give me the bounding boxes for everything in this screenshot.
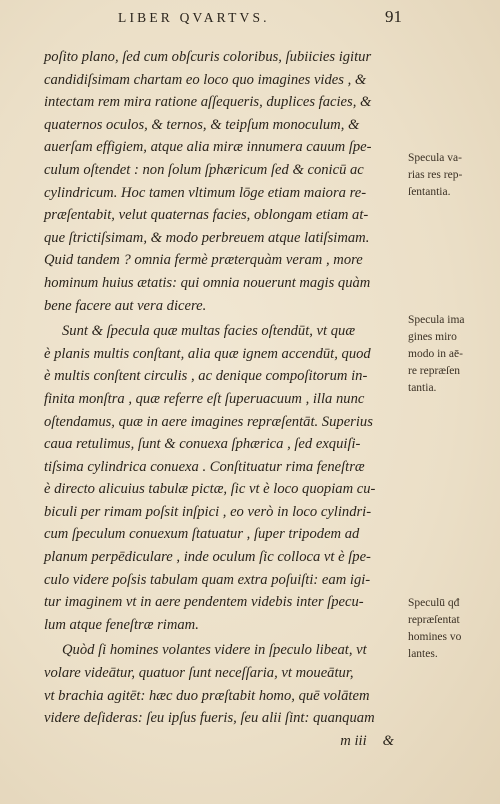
text-line: cylindricum. Hoc tamen vltimum lōge etiam maiora re- [44, 184, 367, 201]
paragraph-1 [44, 46, 404, 317]
note-line: gines miro [408, 331, 457, 343]
text-line: Sunt & ſpecula quæ multas facies oſtendūt, vt quæ [62, 323, 356, 340]
text-line: è planis multis conſtant, alia quæ ignem accendūt, quod [44, 345, 371, 362]
text-line: candidiſsimam chartam eo loco quo imagines vides , & [44, 71, 367, 88]
text-line: culo videre poſsis tabulam quam extra poſuiſti: eam igi- [44, 571, 371, 588]
text-line: è multis conſtent circulis , ac denique compoſitorum in- [44, 368, 368, 385]
paragraph-2 [44, 320, 404, 636]
text-line: auerſam effigiem, atque alia miræ innumera cauum ſpe- [44, 139, 372, 156]
text-line: Quid tandem ? omnia fermè præterquàm veram , more [44, 252, 363, 269]
signature-line [44, 730, 404, 753]
running-head: LIBER QVARTVS. [118, 10, 270, 25]
page-number: 91 [385, 7, 402, 26]
text-line: intectam rem mira ratione aſſequeris, duplices facies, & [44, 94, 372, 111]
main-text [44, 46, 404, 752]
text-line: volare videātur, quatuor ſunt neceſſaria, vt moueātur, [44, 665, 354, 682]
marginal-note-1 [408, 150, 496, 201]
catchword: & [382, 732, 394, 749]
text-line: planum perpēdiculare , inde oculum ſic colloca vt è ſpe- [44, 549, 371, 566]
text-line: biculi per rimam poſsit inſpici , eo verò in loco cylindri- [44, 503, 372, 520]
note-line: repræſentat [408, 614, 460, 626]
text-line: cum ſpeculum conuexum ſtatuatur , ſuper tripodem ad [44, 526, 360, 543]
text-line: culum oſtendet : non ſolum ſphæricum ſed & conicū ac [44, 161, 364, 178]
text-line: bene facere aut vera dicere. [44, 297, 207, 314]
text-line: videre deſideras: ſeu ipſus fueris, ſeu alii ſint: quanquam [44, 710, 375, 727]
text-line: oſtendamus, quæ in aere imagines repræſentāt. Superius [44, 413, 373, 430]
text-line: præſentabit, velut quaternas facies, oblongam etiam at- [44, 207, 369, 224]
note-line: ſentantia. [408, 186, 451, 198]
note-line: Specula va- [408, 152, 462, 164]
text-line: quaternos oculos, & ternos, & teipſum monoculum, & [44, 116, 360, 133]
note-line: homines vo [408, 631, 462, 643]
note-line: Speculū qđ [408, 597, 460, 609]
marginal-note-3 [408, 595, 496, 663]
note-line: rias res rep- [408, 169, 463, 181]
text-line: tur imaginem vt in aere pendentem videbis inter ſpecu- [44, 594, 364, 611]
paragraph-3 [44, 639, 404, 729]
text-line: tiſsima cylindrica conuexa . Conſtituatur rima feneſtræ [44, 458, 365, 475]
text-line: lum atque feneſtræ rimam. [44, 616, 199, 633]
note-line: Specula ima [408, 314, 465, 326]
note-line: tantia. [408, 382, 437, 394]
text-line: vt brachia agitēt: hæc duo præſtabit homo, quē volātem [44, 687, 370, 704]
note-line: modo in aē- [408, 348, 463, 360]
text-line: caua retulimus, ſunt & conuexa ſphærica , ſed exquiſi- [44, 436, 361, 453]
text-line: hominum huius ætatis: qui omnia nouerunt magis quàm [44, 274, 371, 291]
text-line: Quòd ſi homines volantes videre in ſpeculo libeat, vt [62, 642, 367, 659]
note-line: lantes. [408, 648, 438, 660]
text-line: poſito plano, ſed cum obſcuris coloribus, ſubiicies igitur [44, 49, 372, 65]
marginal-note-2 [408, 312, 496, 397]
text-line: finita monſtra , quæ referre eſt ſuperuacuum , illa nunc [44, 390, 365, 407]
note-line: re repræſen [408, 365, 461, 377]
text-line: è directo alicuius tabulæ pictæ, ſic vt è loco quopiam cu- [44, 481, 376, 498]
signature-mark: m iii [340, 732, 367, 749]
page-header [118, 6, 402, 30]
text-line: que ſtrictiſsimam, & modo perbreuem atque latiſsimam. [44, 229, 370, 246]
